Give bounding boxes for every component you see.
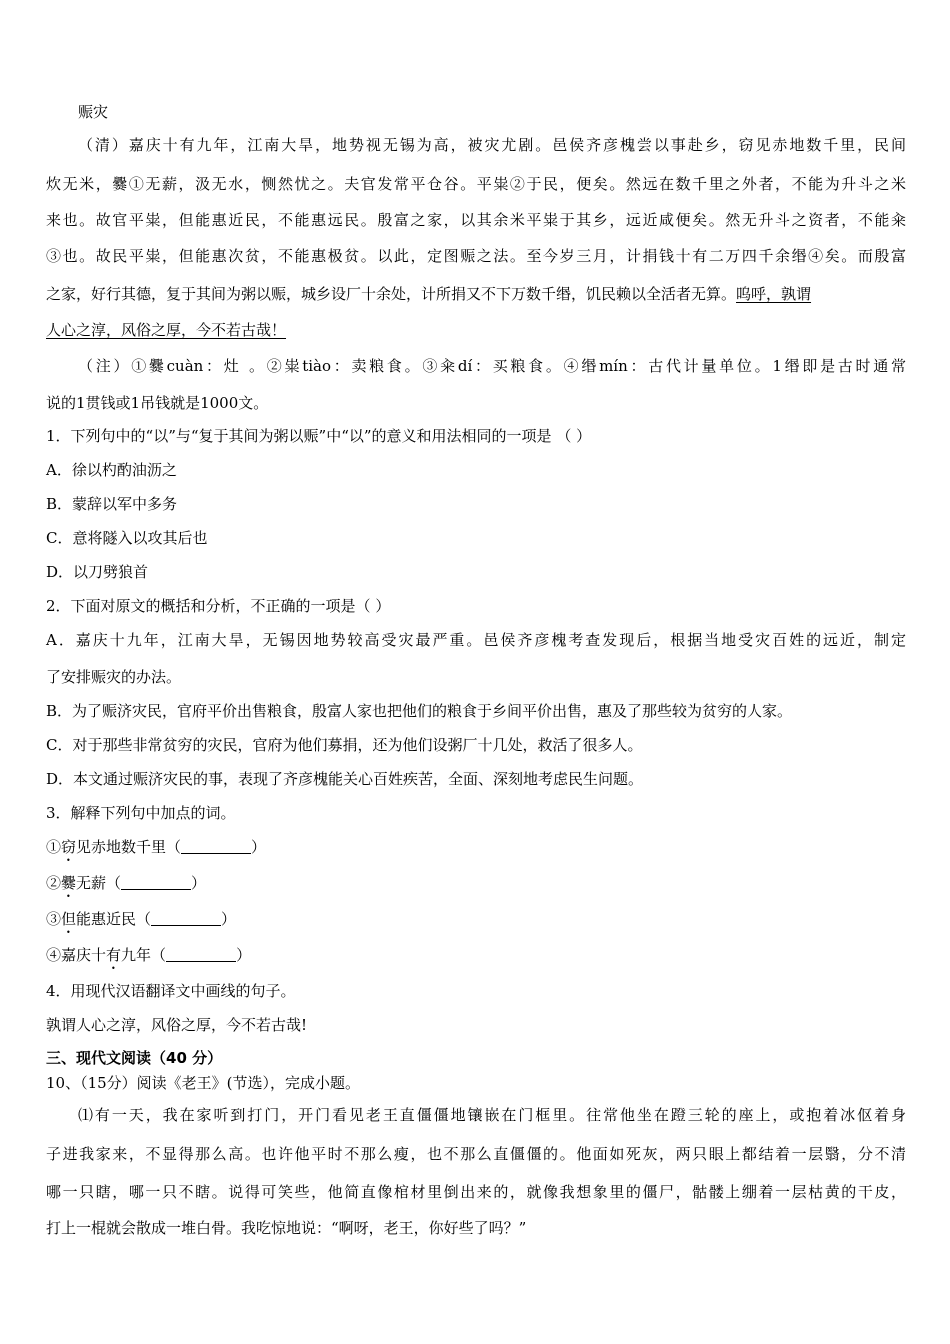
laowang-line-4: 打上一棍就会散成一堆白骨。我吃惊地说：“啊呀，老王，你好些了吗？”: [46, 1219, 527, 1237]
q3-stem: 3．解释下列句中加点的词。: [46, 804, 236, 822]
passage-line-2: 炊无米，爨①无薪，汲无水，恻然忧之。夫官发常平仓谷。平粜②于民，便矣。然远在数千里之外者，不能为升斗之米: [46, 175, 906, 193]
q2-option-c: C．对于那些非常贫穷的灾民，官府为他们募捐，还为他们设粥厂十几处，救活了很多人。: [46, 736, 643, 754]
q4-stem: 4．用现代汉语翻译文中画线的句子。: [46, 982, 296, 1000]
passage-title: 赈灾: [78, 103, 109, 121]
q3-item-1: [46, 837, 266, 865]
q3-item-4-pre: 嘉庆十: [61, 946, 107, 964]
q1-stem: 1．下列句中的“以”与“复于其间为粥以赈”中“以”的意义和用法相同的一项是 （ ）: [46, 427, 592, 445]
q2-option-b: B．为了赈济灾民，官府平价出售粮食，殷富人家也把他们的粮食于乡间平价出售，惠及了那些较为贫穷的人家。: [46, 702, 793, 720]
q3-item-3-dotted-word: 但: [61, 910, 77, 928]
underlined-sentence-start: 呜呼，孰谓: [736, 285, 812, 303]
underlined-sentence-end: 人心之淳，风俗之厚，今不若古哉！: [46, 321, 287, 339]
q1-option-d: D．以刀劈狼首: [46, 563, 149, 581]
q3-item-1-num: ①: [46, 838, 62, 856]
q3-item-2-answer-blank[interactable]: [121, 875, 191, 890]
q4-sentence: 孰谓人心之淳，风俗之厚，今不若古哉!: [46, 1016, 308, 1034]
q1-option-a: A．徐以杓酌油沥之: [46, 461, 177, 479]
q3-item-1-text: 见赤地数千里（: [76, 838, 182, 856]
q3-item-1-answer-blank[interactable]: [181, 839, 251, 854]
q3-item-3: [46, 909, 236, 937]
notes-line-2: 说的1贯钱或1吊钱就是1000文。: [46, 394, 269, 412]
passage-line-1: （清）嘉庆十有九年，江南大旱，地势视无锡为高，被灾尤剧。邑侯齐彦槐尝以事赴乡，窃见赤地数千里，民间: [78, 136, 906, 154]
q3-item-2-num: ②: [46, 874, 62, 892]
q3-item-3-answer-blank[interactable]: [151, 911, 221, 926]
q3-item-3-close: ）: [221, 910, 237, 928]
laowang-line-3: 哪一只瞎，哪一只不瞎。说得可笑些，他简直像棺材里倒出来的，就像我想象里的僵尸，骷髅上绷着一层枯黄的干皮，: [46, 1183, 906, 1201]
q3-item-2-text: 无薪（: [76, 874, 122, 892]
section-heading: 三、现代文阅读（40 分）: [46, 1049, 223, 1067]
passage-line-5: [46, 284, 811, 304]
q2-stem: 2．下面对原文的概括和分析，不正确的一项是（ ）: [46, 597, 391, 615]
q3-item-4-num: ④: [46, 946, 62, 964]
q3-item-2-close: ）: [191, 874, 207, 892]
q10-stem: 10、（15分）阅读《老王》(节选），完成小题。: [46, 1074, 361, 1092]
passage-line-4: ③也。故民平粜，但能惠次贫，不能惠极贫。以此，定图赈之法。至今岁三月，计捐钱十有二万四千余缗④矣。而殷富: [46, 247, 906, 265]
passage-line-3: 来也。故官平粜，但能惠近民，不能惠远民。殷富之家，以其余米平粜于其乡，远近咸便矣。然无升斗之资者，不能籴: [46, 211, 906, 229]
passage-line-5-text: 之家，好行其德，复于其间为粥以赈，城乡设厂十余处，计所捐又不下万数千缗，饥民赖以全活者无算。: [46, 285, 737, 303]
q3-item-3-text: 能惠近民（: [76, 910, 152, 928]
q3-item-4-answer-blank[interactable]: [166, 947, 236, 962]
laowang-line-1: ⑴有一天，我在家听到打门，开门看见老王直僵僵地镶嵌在门框里。往常他坐在蹬三轮的座上，或抱着冰伛着身: [78, 1106, 906, 1124]
q3-item-3-num: ③: [46, 910, 62, 928]
q3-item-4: [46, 945, 251, 973]
q1-option-b: B．蒙辞以军中多务: [46, 495, 178, 513]
q3-item-2-dotted-word: 爨: [61, 874, 77, 892]
notes-line-1: （注）①爨cuàn：灶 。②粜tiào：卖粮食。③籴dí：买粮食。④缗mín：古代计量单位。1缗即是古时通常: [78, 357, 906, 375]
q2-option-a-line-1: A．嘉庆十九年，江南大旱，无锡因地势较高受灾最严重。邑侯齐彦槐考查发现后，根据当地受灾百姓的远近，制定: [46, 631, 906, 649]
q3-item-1-close: ）: [251, 838, 267, 856]
q2-option-a-line-2: 了安排赈灾的办法。: [46, 668, 182, 686]
passage-line-6: [46, 320, 286, 340]
q3-item-4-text: 九年（: [121, 946, 167, 964]
q3-item-4-dotted-word: 有: [106, 946, 122, 964]
q1-option-c: C．意将隧入以攻其后也: [46, 529, 208, 547]
laowang-line-2: 子进我家来，不显得那么高。也许他平时不那么瘦，也不那么直僵僵的。他面如死灰，两只眼上都结着一层翳，分不清: [46, 1145, 906, 1163]
q3-item-2: [46, 873, 206, 901]
q3-item-4-close: ）: [236, 946, 252, 964]
q2-option-d: D．本文通过赈济灾民的事，表现了齐彦槐能关心百姓疾苦，全面、深刻地考虑民生问题。: [46, 770, 644, 788]
q3-item-1-dotted-word: 窃: [61, 838, 77, 856]
